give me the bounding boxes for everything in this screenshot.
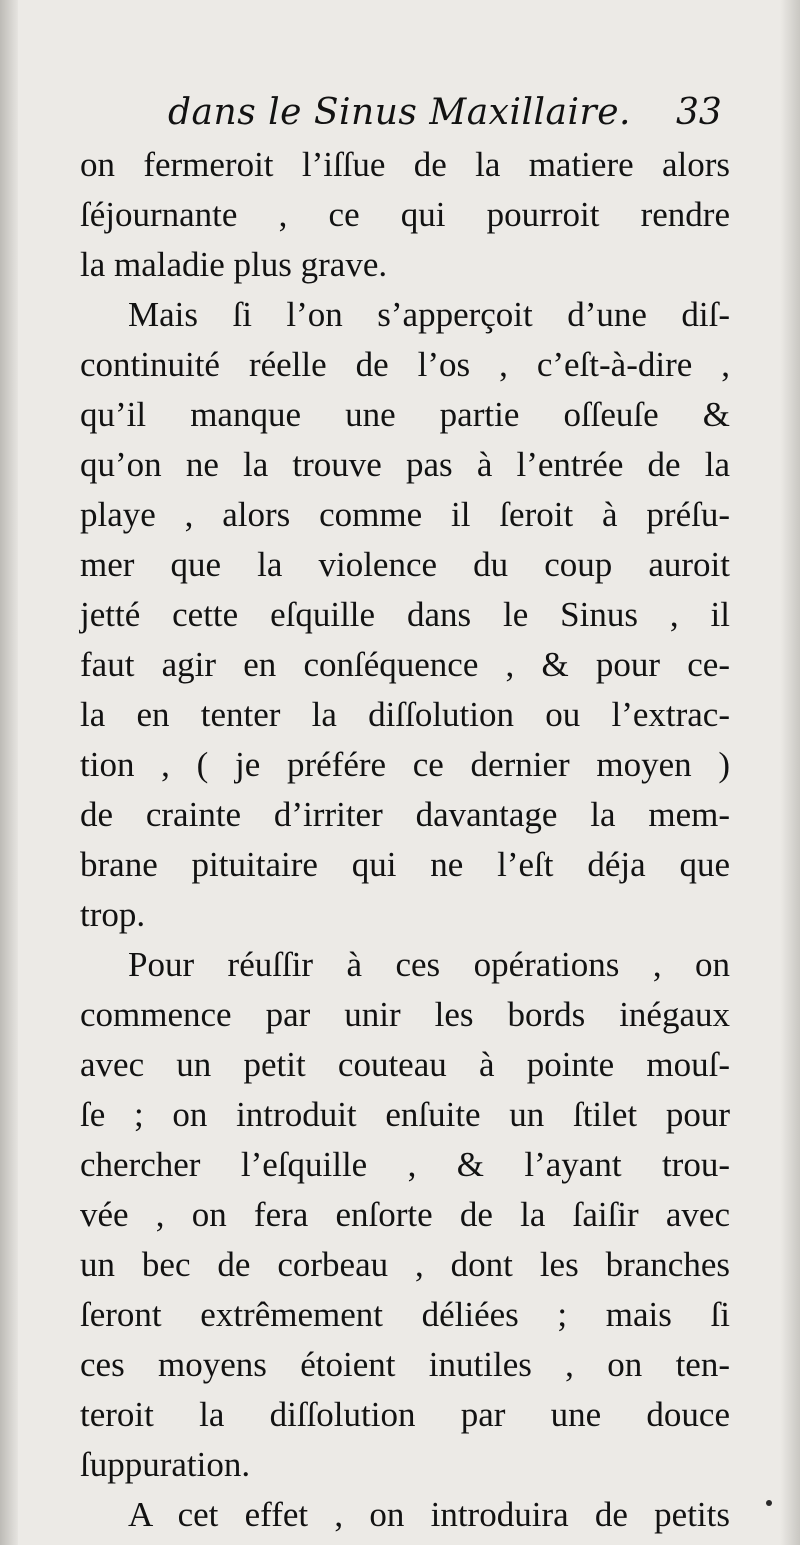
text-line: de crainte d’irriter davantage la mem-	[80, 795, 730, 834]
page-right-shadow	[780, 0, 800, 1545]
text-line: trop.	[80, 895, 146, 934]
text-line: vée , on fera enſorte de la ſaiſir avec	[80, 1195, 730, 1234]
text-line: chercher l’eſquille , & l’ayant trou-	[80, 1145, 730, 1184]
text-line: playe , alors comme il ſeroit à préſu-	[80, 495, 730, 534]
text-line: brane pituitaire qui ne l’eſt déja que	[80, 845, 730, 884]
body-text	[80, 140, 730, 1540]
text-line: avec un petit couteau à pointe mouſ-	[80, 1045, 730, 1084]
text-line: Pour réuſſir à ces opérations , on	[128, 945, 730, 984]
text-line: faut agir en conſéquence , & pour ce-	[80, 645, 730, 684]
text-line: un bec de corbeau , dont les branches	[80, 1245, 730, 1284]
text-line: A cet effet , on introduira de petits	[128, 1495, 730, 1534]
text-line: la en tenter la diſſolution ou l’extrac-	[80, 695, 730, 734]
text-line: ſe ; on introduit enſuite un ſtilet pour	[80, 1095, 730, 1134]
text-line: la maladie plus grave.	[80, 245, 388, 284]
text-line: ſéjournante , ce qui pourroit rendre	[80, 195, 730, 234]
text-line: mer que la violence du coup auroit	[80, 545, 730, 584]
ink-speck	[766, 1500, 772, 1506]
text-line: on fermeroit l’iſſue de la matiere alors	[80, 145, 730, 184]
page-left-shadow	[0, 0, 18, 1545]
text-line: continuité réelle de l’os , c’eſt-à-dire ,	[80, 345, 730, 384]
text-line: jetté cette eſquille dans le Sinus , il	[80, 595, 730, 634]
text-line: Mais ſi l’on s’apperçoit d’une diſ-	[128, 295, 730, 334]
text-line: qu’on ne la trouve pas à l’entrée de la	[80, 445, 730, 484]
text-line: qu’il manque une partie oſſeuſe &	[80, 395, 730, 434]
text-line: tion , ( je préfére ce dernier moyen )	[80, 745, 730, 784]
running-title: dans le Sinus Maxillaire.	[168, 92, 631, 133]
text-line: commence par unir les bords inégaux	[80, 995, 730, 1034]
text-line: ſuppuration.	[80, 1445, 251, 1484]
text-line: ces moyens étoient inutiles , on ten-	[80, 1345, 730, 1384]
text-line: ſeront extrêmement déliées ; mais ſi	[80, 1295, 730, 1334]
running-header	[0, 88, 800, 138]
text-line: teroit la diſſolution par une douce	[80, 1395, 730, 1434]
page-number: 33	[676, 92, 722, 133]
